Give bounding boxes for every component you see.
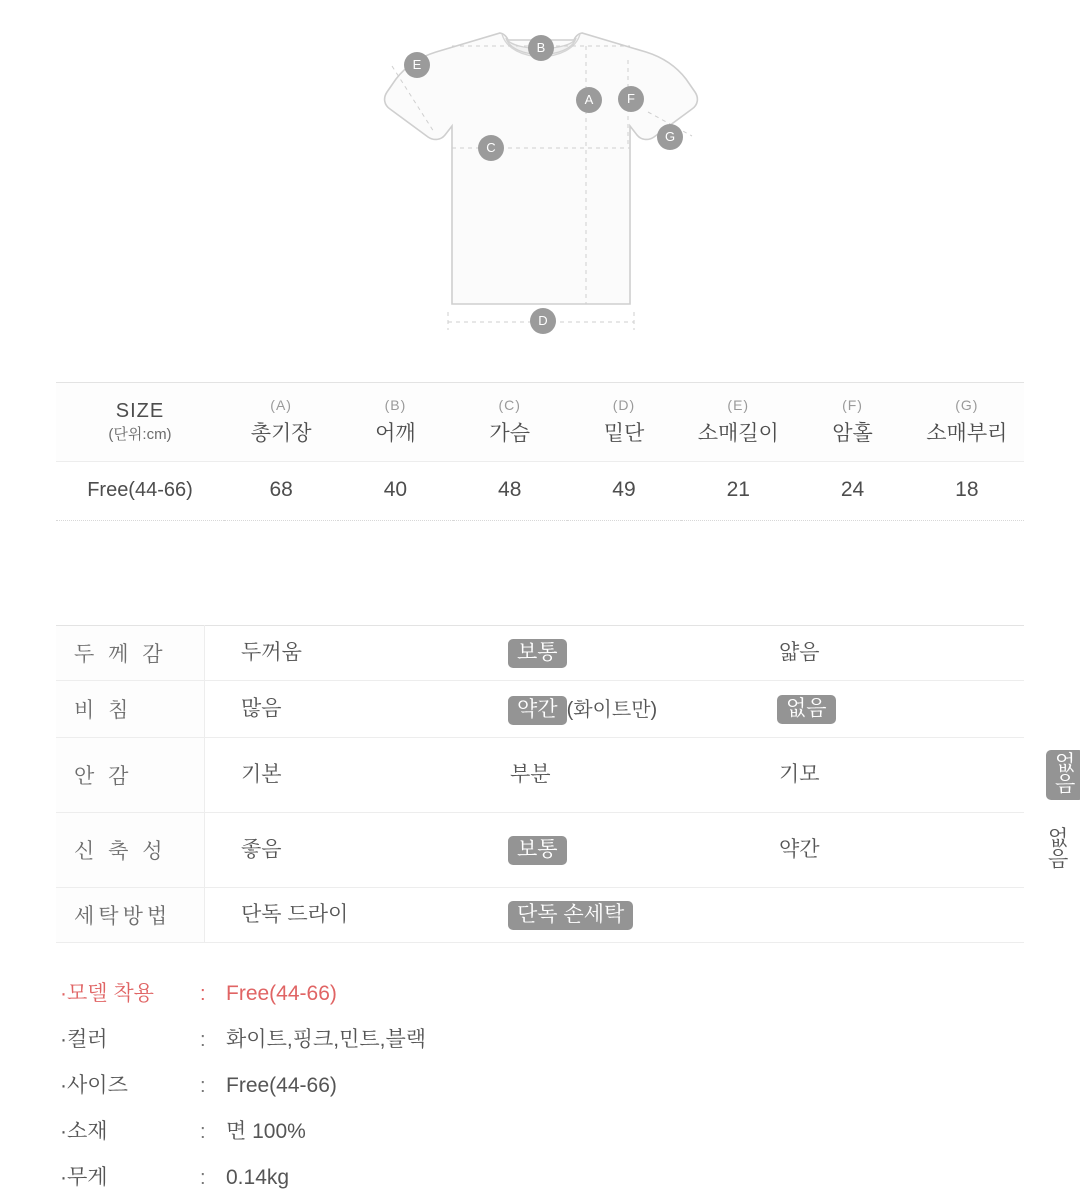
size-table-header-row — [56, 383, 1024, 462]
size-table-header-b — [338, 383, 452, 462]
spec-option-lining-1 — [205, 738, 475, 813]
spec-option-lining-2 — [474, 738, 743, 813]
size-header-code-b: (B) — [384, 397, 407, 413]
info-row-material — [56, 1107, 1024, 1153]
spec-option-text: 없음 — [1048, 827, 1069, 871]
spec-option-text: 기본 — [241, 762, 282, 786]
info-row-size — [56, 1061, 1024, 1107]
spec-option-washing-1 — [205, 888, 475, 943]
info-colon: : — [200, 983, 206, 1005]
size-cell-b: 40 — [338, 462, 452, 521]
size-header-code-a: (A) — [270, 397, 292, 413]
spec-label-thickness: 두 께 감 — [56, 626, 205, 681]
info-key-color: ·컬러 — [60, 1028, 108, 1051]
spec-option-text: 좋음 — [241, 837, 282, 861]
spec-option-washing-2 — [474, 888, 743, 943]
spec-option-text: 단독 드라이 — [241, 902, 349, 926]
spec-row-elasticity — [56, 813, 1024, 888]
info-colon: : — [200, 1167, 206, 1189]
info-row-model — [56, 969, 1024, 1015]
spec-option-text-selected: 단독 손세탁 — [508, 901, 633, 930]
spec-option-thickness-2 — [474, 626, 743, 681]
info-key-material: ·소재 — [60, 1120, 108, 1143]
size-table-header-g — [910, 383, 1024, 462]
spec-option-text-selected: 없음 — [1046, 750, 1080, 800]
size-header-name-a: 총기장 — [250, 422, 312, 445]
size-cell-e: 21 — [681, 462, 795, 521]
size-header-code-d: (D) — [612, 397, 636, 413]
spec-option-sheerness-1 — [205, 681, 475, 738]
size-table-header-e — [681, 383, 795, 462]
size-header-name-e: 소매길이 — [697, 422, 779, 445]
spec-option-elasticity-1 — [205, 813, 475, 888]
info-key-weight: ·무게 — [60, 1166, 108, 1189]
fabric-spec-table — [56, 625, 1076, 943]
spec-label-lining: 안 감 — [56, 738, 205, 813]
info-key-size: ·사이즈 — [60, 1074, 128, 1097]
size-header-sub: (단위:cm) — [108, 426, 172, 443]
info-value-size: Free(44-66) — [226, 1074, 337, 1097]
spec-option-text: 기모 — [779, 762, 820, 786]
spec-option-text: 약간 — [779, 837, 820, 861]
size-row-label: Free(44-66) — [56, 462, 224, 521]
spec-label-washing: 세탁방법 — [56, 888, 205, 943]
spec-option-washing-3 — [743, 888, 1012, 943]
diagram-badge-f: F — [618, 86, 644, 112]
info-value-model: Free(44-66) — [226, 982, 337, 1005]
spec-row-thickness — [56, 626, 1024, 681]
size-header-name-c: 가슴 — [489, 422, 530, 445]
size-cell-g: 18 — [910, 462, 1024, 521]
spec-label-elasticity: 신 축 성 — [56, 813, 205, 888]
size-header-main: SIZE — [115, 400, 165, 422]
spec-option-text: 많음 — [241, 696, 282, 720]
spec-row-lining — [56, 738, 1024, 813]
spec-option-text-selected: 보통 — [508, 836, 567, 865]
spec-label-sheerness: 비 침 — [56, 681, 205, 738]
info-row-color — [56, 1015, 1024, 1061]
diagram-badge-a: A — [576, 87, 602, 113]
size-header-name-b: 어깨 — [375, 422, 416, 445]
spec-option-suffix: (화이트만) — [566, 699, 658, 721]
diagram-badge-e: E — [404, 52, 430, 78]
spec-option-thickness-1 — [205, 626, 475, 681]
diagram-badge-d: D — [530, 308, 556, 334]
size-table — [56, 382, 1024, 521]
spec-option-text-selected: 약간 — [508, 696, 567, 725]
spec-option-sheerness-4 — [1012, 681, 1024, 738]
spec-row-sheerness — [56, 681, 1024, 738]
diagram-badge-g: G — [657, 124, 683, 150]
spec-option-sheerness-3 — [743, 681, 1012, 738]
size-header-code-g: (G) — [955, 397, 979, 413]
measurement-diagram — [0, 0, 1080, 360]
size-cell-d: 49 — [567, 462, 681, 521]
spec-option-elasticity-4 — [1012, 813, 1069, 888]
spec-option-sheerness-2 — [474, 681, 743, 738]
size-header-code-c: (C) — [498, 397, 521, 413]
size-cell-a: 68 — [224, 462, 338, 521]
size-table-header-a — [224, 383, 338, 462]
size-header-code-e: (E) — [727, 397, 750, 413]
size-table-header-size — [56, 383, 224, 462]
spec-option-elasticity-3 — [743, 813, 1012, 888]
size-header-name-f: 암홀 — [832, 422, 873, 445]
diagram-badge-c: C — [478, 135, 504, 161]
info-value-material: 면 100% — [226, 1120, 306, 1143]
spec-option-text-selected: 보통 — [508, 639, 567, 668]
size-cell-c: 48 — [453, 462, 567, 521]
info-colon: : — [200, 1029, 206, 1051]
table-row — [56, 462, 1024, 521]
spec-option-elasticity-2 — [474, 813, 743, 888]
spec-option-washing-4 — [1012, 888, 1024, 943]
spec-option-thickness-3 — [743, 626, 1012, 681]
info-colon: : — [200, 1075, 206, 1097]
diagram-badge-b: B — [528, 35, 554, 61]
size-table-header-c — [453, 383, 567, 462]
size-table-header-d — [567, 383, 681, 462]
spec-option-lining-3 — [743, 738, 1012, 813]
info-value-color: 화이트,핑크,민트,블랙 — [226, 1028, 427, 1051]
info-colon: : — [200, 1121, 206, 1143]
size-cell-f: 24 — [795, 462, 909, 521]
size-header-code-f: (F) — [842, 397, 863, 413]
size-table-header-f — [795, 383, 909, 462]
spec-option-lining-4 — [1012, 738, 1076, 813]
spec-option-text-selected: 없음 — [777, 695, 836, 724]
product-info-list — [56, 969, 1024, 1199]
info-value-weight: 0.14kg — [226, 1166, 290, 1189]
spec-option-text: 얇음 — [779, 640, 820, 664]
info-row-weight — [56, 1153, 1024, 1199]
spec-option-thickness-4 — [1012, 626, 1024, 681]
spec-option-text: 두꺼움 — [241, 640, 302, 664]
info-key-model: ·모델 착용 — [60, 982, 154, 1005]
size-header-name-d: 밑단 — [603, 422, 645, 445]
spec-option-text: 부분 — [510, 762, 551, 786]
spec-row-washing — [56, 888, 1024, 943]
size-header-name-g: 소매부리 — [926, 422, 1008, 445]
